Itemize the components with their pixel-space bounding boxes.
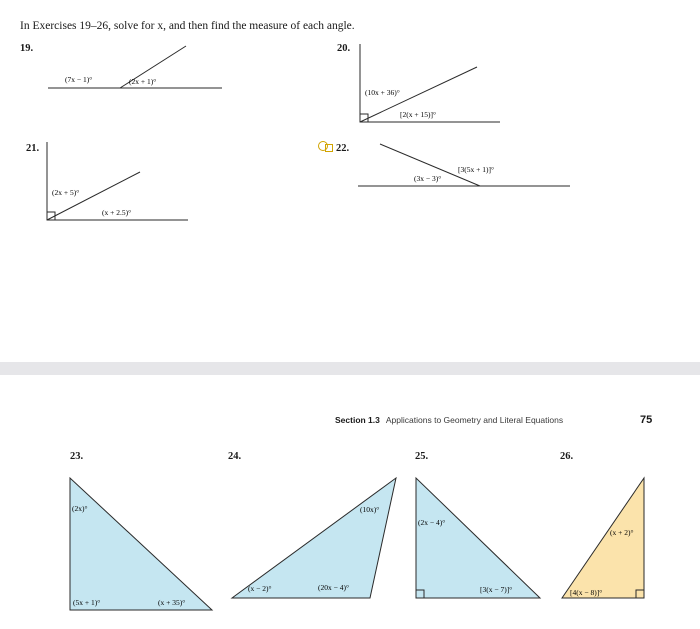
ex24-left-angle-label: (x − 2)° [248, 584, 272, 593]
ex20-upper-angle-label: (10x + 36)° [365, 88, 400, 97]
ex26-triangle-shape [562, 478, 644, 598]
exercise-23-triangle [70, 478, 212, 610]
ex22-right-angle-label: [3(5x + 1)]° [458, 165, 494, 174]
ex25-bottom-right-angle-label: [3(x − 7)]° [480, 585, 513, 594]
exercise-25-triangle [416, 478, 540, 598]
exercise-19-number: 19. [20, 43, 34, 54]
exercise-25-number: 25. [415, 451, 429, 462]
section-label: Section 1.3 [335, 415, 380, 425]
page-number: 75 [640, 414, 653, 426]
exercise-24-number: 24. [228, 451, 242, 462]
exercise-26-number: 26. [560, 451, 574, 462]
ex23-bottom-left-angle-label: (5x + 1)° [73, 598, 101, 607]
exercise-21-number: 21. [26, 143, 40, 154]
ex19-left-angle-label: (7x − 1)° [65, 75, 93, 84]
ex23-top-angle-label: (2x)° [72, 504, 88, 513]
exercise-22-number: 22. [336, 143, 350, 154]
exercise-23-number: 23. [70, 451, 84, 462]
section-title: Applications to Geometry and Literal Equations [385, 415, 564, 425]
ex24-bottom-angle-label: (20x − 4)° [318, 583, 349, 592]
exercise-24-triangle [232, 478, 396, 598]
ex26-bottom-left-angle-label: [4(x − 8)]° [570, 588, 603, 597]
ex24-triangle-shape [232, 478, 396, 598]
exercise-26-triangle [562, 478, 644, 598]
ex23-triangle-shape [70, 478, 212, 610]
ex23-bottom-right-angle-label: (x + 35)° [158, 598, 186, 607]
ex24-top-angle-label: (10x)° [360, 505, 380, 514]
ex19-right-angle-label: (2x + 1)° [129, 77, 157, 86]
ex25-top-angle-label: (2x − 4)° [418, 518, 446, 527]
ex22-left-angle-label: (3x − 3)° [414, 174, 442, 183]
exercise-20-number: 20. [337, 43, 351, 54]
ex21-lower-angle-label: (x + 2.5)° [102, 208, 132, 217]
ex20-lower-angle-label: [2(x + 15)]° [400, 110, 436, 119]
instructions-text: In Exercises 19–26, solve for x, and then find the measure of each angle. [20, 20, 355, 32]
ex25-triangle-shape [416, 478, 540, 598]
ex21-upper-angle-label: (2x + 5)° [52, 188, 80, 197]
ex26-top-angle-label: (x + 2)° [610, 528, 634, 537]
